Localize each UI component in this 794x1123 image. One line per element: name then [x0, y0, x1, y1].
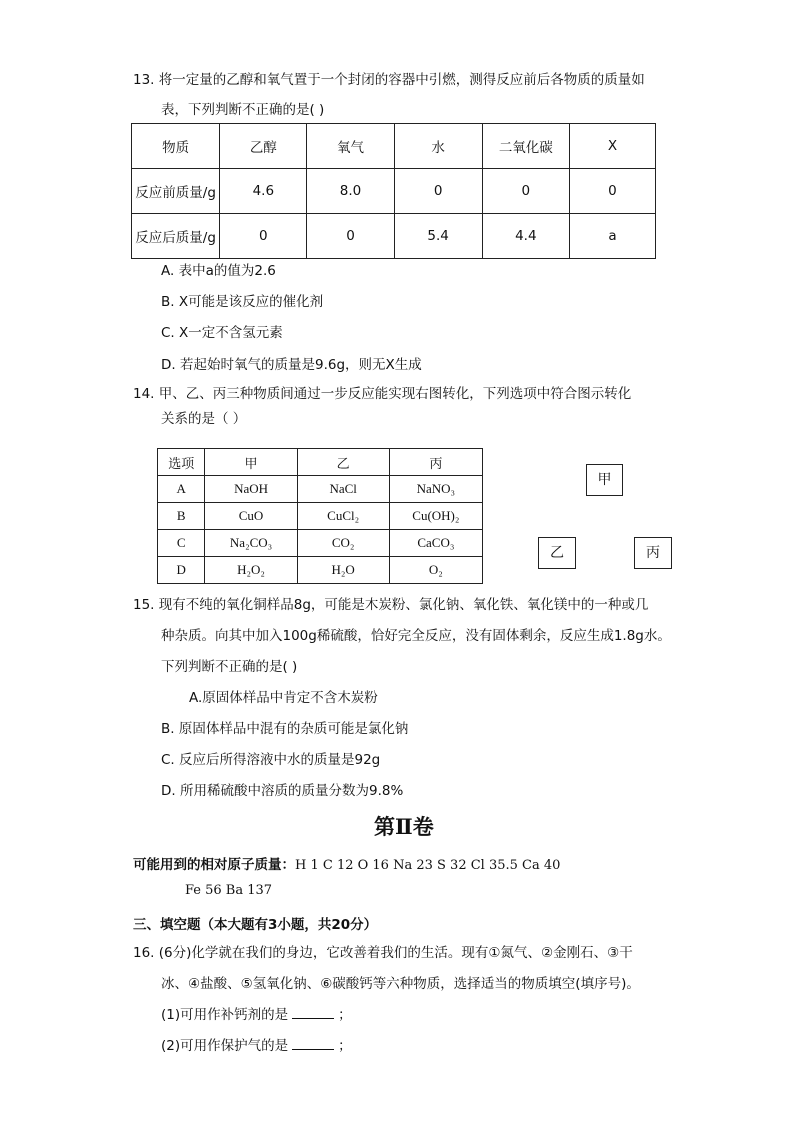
table-header-cell: 氧气 — [307, 124, 394, 169]
q16-sub2-text: (2)可用作保护气的是 — [161, 1038, 289, 1054]
q15-stem-line3: 下列判断不正确的是( ) — [161, 659, 298, 675]
q16-sub1 — [161, 1003, 352, 1023]
table-cell: a — [569, 214, 655, 259]
table-cell: CuO — [205, 503, 297, 530]
table-cell: D — [158, 557, 205, 584]
q15-option-c: C. 反应后所得溶液中水的质量是92g — [161, 752, 381, 768]
table-cell: CO₂ — [297, 530, 389, 557]
q16-sub2-end: ； — [338, 1038, 352, 1054]
table-cell: 0 — [220, 214, 307, 259]
atomic-mass-values: H 1 C 12 O 16 Na 23 S 32 Cl 35.5 Ca 40 — [295, 858, 561, 873]
q13-table — [131, 123, 656, 259]
q14-stem-line1: 14. 甲、乙、丙三种物质间通过一步反应能实现右图转化，下列选项中符合图示转化 — [133, 386, 632, 402]
table-cell: NaCl — [297, 476, 389, 503]
q15-option-d: D. 所用稀硫酸中溶质的质量分数为9.8% — [161, 783, 404, 799]
q15-option-a: A.原固体样品中肯定不含木炭粉 — [189, 690, 378, 706]
atomic-mass-label: 可能用到的相对原子质量： — [133, 857, 295, 873]
diagram-box-jia: 甲 — [586, 464, 623, 496]
q16-sub1-end: ； — [338, 1007, 352, 1023]
table-cell: CaCO₃ — [389, 530, 482, 557]
table-cell: CuCl₂ — [297, 503, 389, 530]
table-cell: 4.6 — [220, 169, 307, 214]
table-row — [132, 214, 656, 259]
table-row — [158, 476, 483, 503]
table-cell: B — [158, 503, 205, 530]
q15-option-b: B. 原固体样品中混有的杂质可能是氯化钠 — [161, 721, 409, 737]
table-header-cell: 物质 — [132, 124, 220, 169]
q13-option-c: C. X一定不含氢元素 — [161, 325, 283, 341]
answer-blank-1[interactable] — [292, 1006, 334, 1019]
q13-stem-line2: 表，下列判断不正确的是( ) — [161, 102, 325, 118]
table-cell: 反应后质量/g — [132, 214, 220, 259]
answer-blank-2[interactable] — [292, 1037, 334, 1050]
table-header-cell: 乙 — [297, 449, 389, 476]
table-row — [158, 557, 483, 584]
table-cell: 0 — [307, 214, 394, 259]
q16-sub1-text: (1)可用作补钙剂的是 — [161, 1007, 289, 1023]
q16-stem-line2: 冰、④盐酸、⑤氢氧化钠、⑥碳酸钙等六种物质，选择适当的物质填空(填序号)。 — [161, 976, 640, 992]
table-cell: Cu(OH)₂ — [389, 503, 482, 530]
table-header-cell: 甲 — [205, 449, 297, 476]
diagram-box-bing: 丙 — [634, 537, 672, 569]
table-row — [158, 503, 483, 530]
table-cell: 4.4 — [482, 214, 569, 259]
table-cell: A — [158, 476, 205, 503]
q15-stem-line1: 15. 现有不纯的氧化铜样品8g，可能是木炭粉、氯化钠、氧化铁、氧化镁中的一种或几 — [133, 597, 649, 613]
table-cell: 0 — [482, 169, 569, 214]
table-cell: C — [158, 530, 205, 557]
table-cell: NaOH — [205, 476, 297, 503]
table-cell: NaNO₃ — [389, 476, 482, 503]
table-row — [158, 530, 483, 557]
table-header-row — [158, 449, 483, 476]
table-header-cell: 丙 — [389, 449, 482, 476]
q15-stem-line2: 种杂质。向其中加入100g稀硫酸，恰好完全反应，没有固体剩余，反应生成1.8g水。 — [161, 628, 671, 644]
table-cell: 8.0 — [307, 169, 394, 214]
table-row — [132, 169, 656, 214]
table-cell: 反应前质量/g — [132, 169, 220, 214]
table-cell: H₂O — [297, 557, 389, 584]
table-cell: 5.4 — [394, 214, 482, 259]
table-header-row — [132, 124, 656, 169]
table-header-cell: 二氧化碳 — [482, 124, 569, 169]
table-cell: 0 — [569, 169, 655, 214]
diagram-box-yi: 乙 — [538, 537, 576, 569]
part-three-heading: 三、填空题（本大题有3小题，共20分） — [133, 917, 378, 933]
q13-stem-line1: 13. 将一定量的乙醇和氧气置于一个封闭的容器中引燃，测得反应前后各物质的质量如 — [133, 72, 645, 88]
atomic-mass-line — [133, 853, 560, 873]
q16-sub2 — [161, 1034, 352, 1054]
q13-option-b: B. X可能是该反应的催化剂 — [161, 294, 324, 310]
q16-stem-line1: 16. (6分)化学就在我们的身边，它改善着我们的生活。现有①氮气、②金刚石、③干 — [133, 945, 633, 961]
q13-option-a: A. 表中a的值为2.6 — [161, 263, 276, 279]
table-header-cell: 选项 — [158, 449, 205, 476]
table-cell: H₂O₂ — [205, 557, 297, 584]
q13-option-d: D. 若起始时氧气的质量是9.6g，则无X生成 — [161, 357, 422, 373]
table-cell: O₂ — [389, 557, 482, 584]
table-cell: Na₂CO₃ — [205, 530, 297, 557]
section-title: 第Ⅱ卷 — [374, 814, 434, 839]
table-header-cell: 乙醇 — [220, 124, 307, 169]
table-header-cell: X — [569, 124, 655, 169]
atomic-mass-values-cont: Fe 56 Ba 137 — [185, 883, 273, 898]
q14-stem-line2: 关系的是（ ） — [161, 411, 247, 427]
q14-table — [157, 448, 483, 584]
table-header-cell: 水 — [394, 124, 482, 169]
table-cell: 0 — [394, 169, 482, 214]
